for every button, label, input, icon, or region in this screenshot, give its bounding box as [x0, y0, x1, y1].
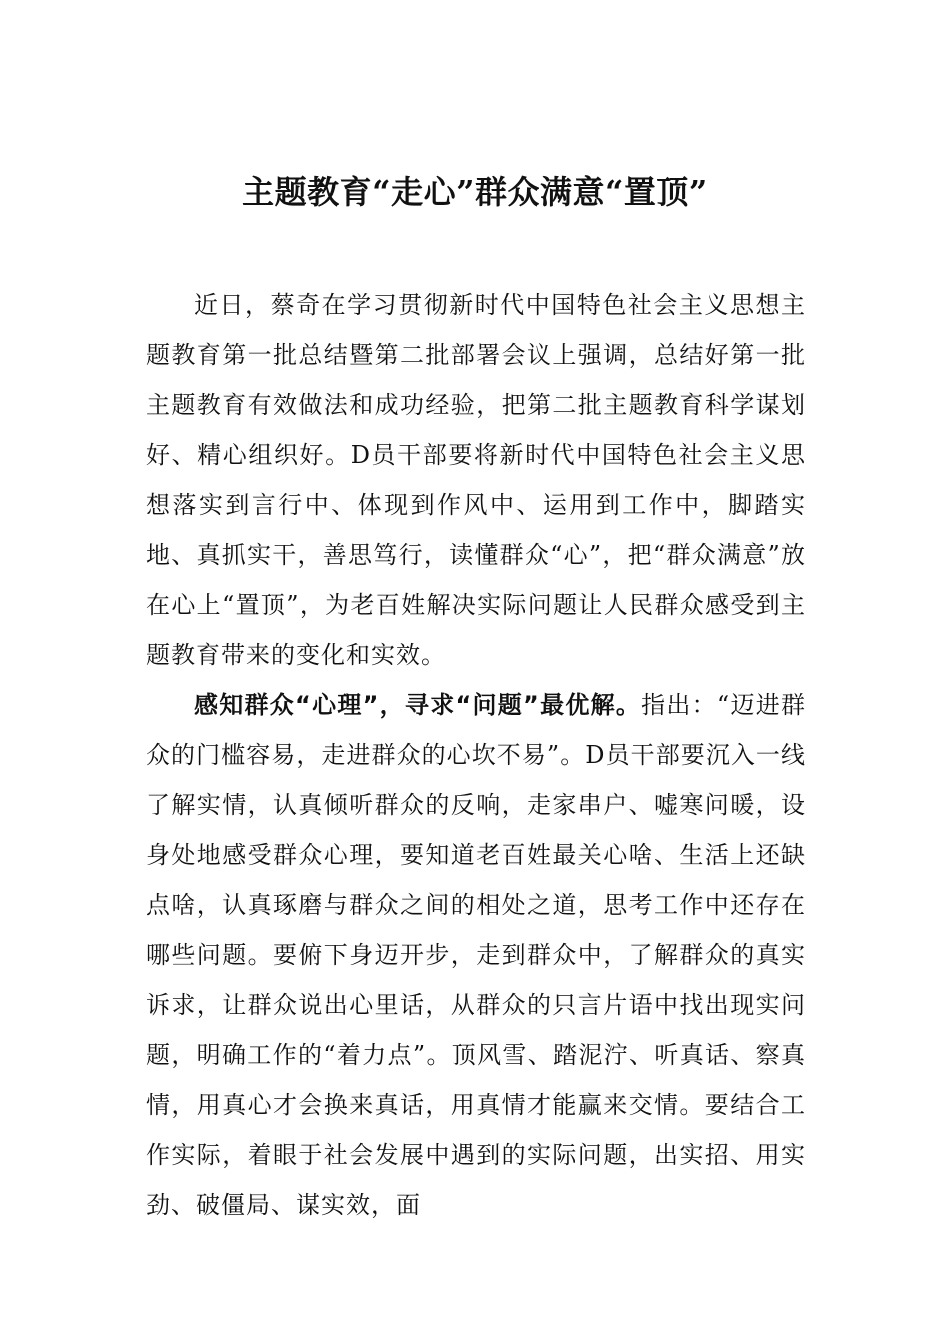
document-body [146, 280, 806, 1230]
paragraph-lead: 感知群众“心理”，寻求“问题”最优解。 [194, 691, 642, 719]
paragraph-text: 近日，蔡奇在学习贯彻新时代中国特色社会主义思想主题教育第一批总结暨第二批部署会议上强调，总结好第一批主题教育有效做法和成功经验，把第二批主题教育科学谋划好、精心组织好。D员干部要将新时代中国特色社会主义思想落实到言行中、体现到作风中、运用到工作中，脚踏实地、真抓实干，善思笃行，读懂群众“心”，把“群众满意”放在心上“置顶”，为老百姓解决实际问题让人民群众感受到主题教育带来的变化和实效。 [146, 291, 806, 669]
document-title: 主题教育“走心”群众满意“置顶” [242, 173, 708, 211]
paragraph-text: 指出：“迈进群众的门槛容易，走进群众的心坎不易”。D员干部要沉入一线了解实情，认真倾听群众的反响，走家串户、嘘寒问暖，设身处地感受群众心理，要知道老百姓最关心啥、生活上还缺点啥，认真琢磨与群众之间的相处之道，思考工作中还存在哪些问题。要俯下身迈开步，走到群众中，了解群众的真实诉求，让群众说出心里话，从群众的只言片语中找出现实问题，明确工作的“着力点”。顶风雪、踏泥泞、听真话、察真情，用真心才会换来真话，用真情才能赢来交情。要结合工作实际，着眼于社会发展中遇到的实际问题，出实招、用实劲、破僵局、谋实效，面 [146, 691, 806, 1219]
paragraph-intro [146, 280, 806, 680]
paragraph-section-1 [146, 680, 806, 1230]
